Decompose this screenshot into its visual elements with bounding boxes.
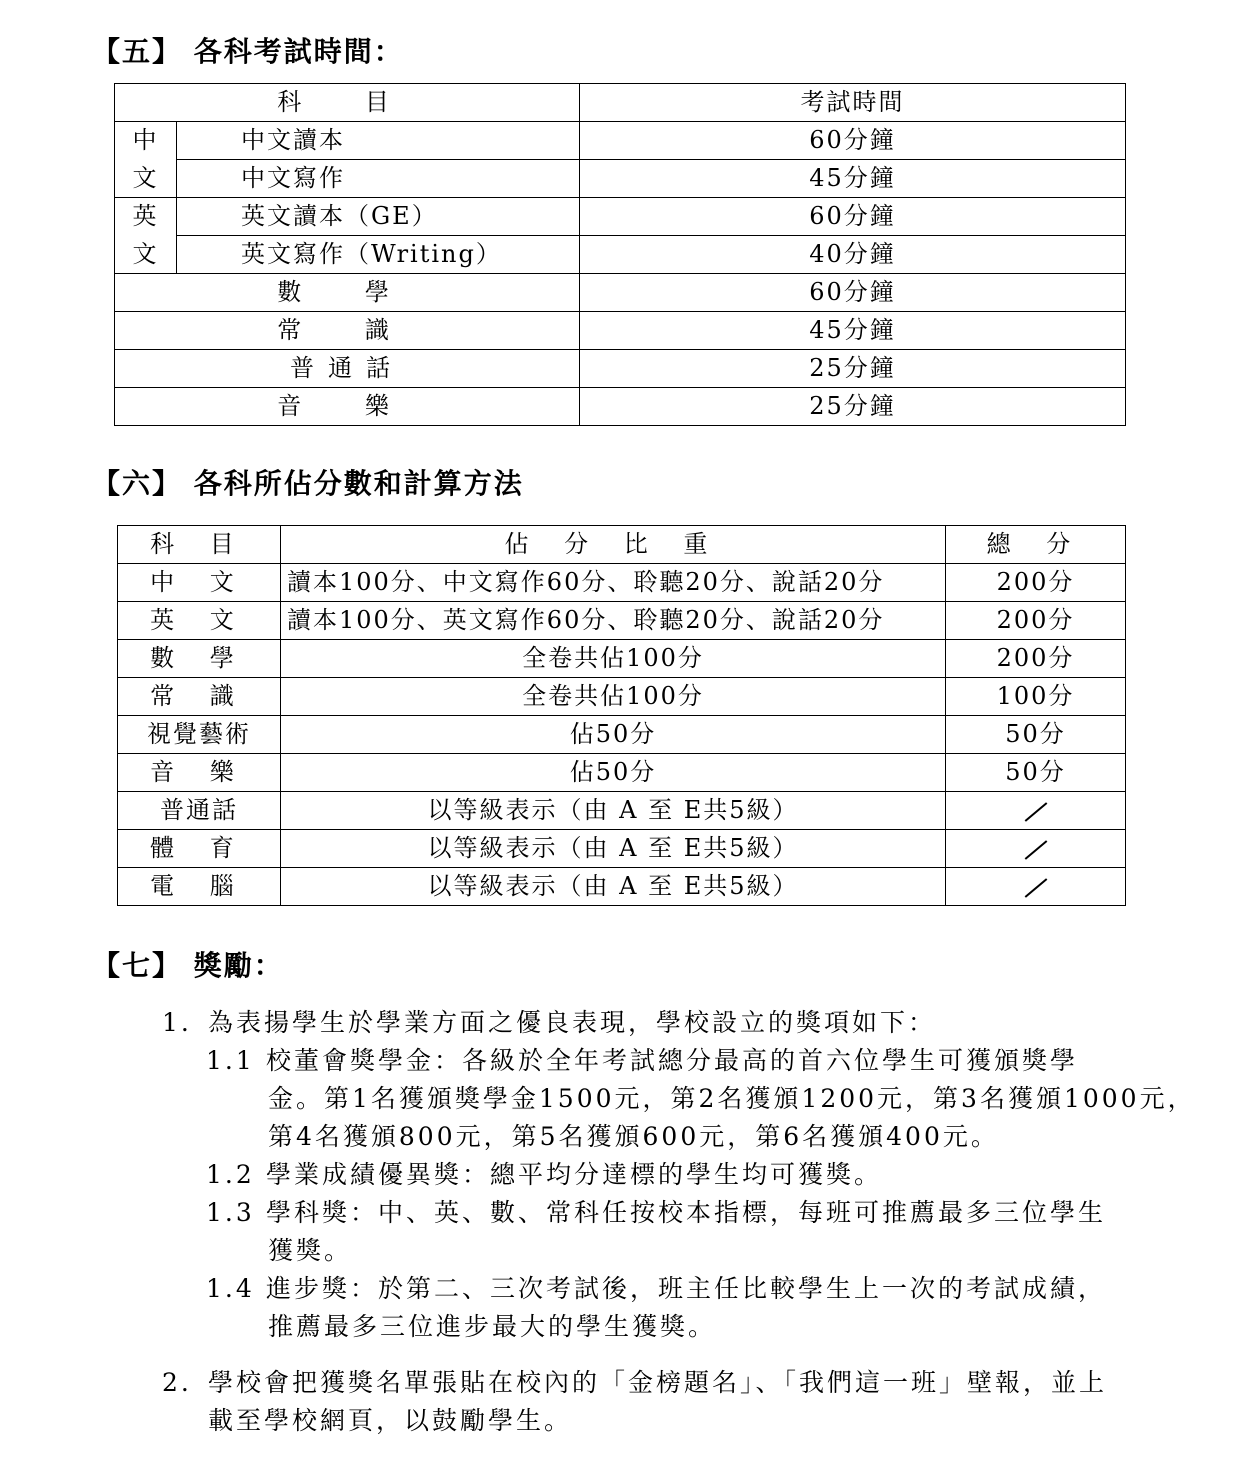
group-label-english-1: 英 xyxy=(115,198,177,236)
col-weight-header: 佔 分 比 重 xyxy=(281,526,946,564)
weight-cell: 佔50分 xyxy=(281,754,946,792)
weight-cell: 以等級表示（由 A 至 E共5級） xyxy=(281,868,946,906)
subject-cell: 英 文 xyxy=(118,602,281,640)
weight-cell: 讀本100分、中文寫作60分、聆聽20分、說話20分 xyxy=(281,564,946,602)
table-row xyxy=(118,564,1126,602)
subject-cell: 數 學 xyxy=(115,274,580,312)
table-row xyxy=(118,792,1126,830)
item-1-number: 1. xyxy=(162,1008,192,1037)
total-cell xyxy=(946,792,1126,830)
table-header-row xyxy=(118,526,1126,564)
col-time-header: 考試時間 xyxy=(580,84,1126,122)
weight-cell: 以等級表示（由 A 至 E共5級） xyxy=(281,792,946,830)
total-cell: 100分 xyxy=(946,678,1126,716)
slash-mark xyxy=(1024,878,1047,898)
table-header-row xyxy=(115,84,1126,122)
weight-cell: 全卷共佔100分 xyxy=(281,678,946,716)
section-5-heading: 【五】 各科考試時間： xyxy=(92,35,404,68)
group-label-chinese-2: 文 xyxy=(115,160,177,198)
sub-1-3-number: 1.3 xyxy=(206,1198,255,1227)
subject-cell: 中 文 xyxy=(118,564,281,602)
group-label-english-2: 文 xyxy=(115,236,177,274)
slash-mark xyxy=(1024,802,1047,822)
table-row xyxy=(115,160,1126,198)
exam-time-table xyxy=(114,83,1126,426)
time-cell: 60分鐘 xyxy=(580,198,1126,236)
table-row xyxy=(118,830,1126,868)
table-row xyxy=(115,274,1126,312)
col-subject-header: 科 目 xyxy=(115,84,580,122)
table-row xyxy=(115,236,1126,274)
section-6-heading: 【六】 各科所佔分數和計算方法 xyxy=(92,467,524,500)
subject-cell: 英文寫作（Writing） xyxy=(177,236,580,274)
sub-1-1-line: 校董會獎學金：各級於全年考試總分最高的首六位學生可獲頒獎學 xyxy=(266,1046,1079,1075)
sub-1-4-line: 推薦最多三位進步最大的學生獲獎。 xyxy=(268,1312,717,1341)
score-weight-table xyxy=(117,525,1126,906)
subject-cell: 中文讀本 xyxy=(177,122,580,160)
weight-cell: 全卷共佔100分 xyxy=(281,640,946,678)
subject-cell: 常 識 xyxy=(115,312,580,350)
subject-cell: 視覺藝術 xyxy=(118,716,281,754)
item-1-text: 為表揚學生於學業方面之優良表現，學校設立的獎項如下： xyxy=(208,1008,937,1037)
subject-cell: 音 樂 xyxy=(115,388,580,426)
table-row xyxy=(115,198,1126,236)
time-cell: 60分鐘 xyxy=(580,122,1126,160)
subject-cell: 常 識 xyxy=(118,678,281,716)
total-cell: 50分 xyxy=(946,754,1126,792)
item-2-number: 2. xyxy=(162,1368,192,1397)
subject-cell: 中文寫作 xyxy=(177,160,580,198)
subject-cell: 普通話 xyxy=(115,350,580,388)
time-cell: 25分鐘 xyxy=(580,350,1126,388)
col-total-header: 總 分 xyxy=(946,526,1126,564)
time-cell: 40分鐘 xyxy=(580,236,1126,274)
subject-cell: 普通話 xyxy=(118,792,281,830)
sub-1-4-line: 進步獎：於第二、三次考試後，班主任比較學生上一次的考試成績， xyxy=(266,1274,1107,1303)
sub-1-1-line: 金。第1名獲頒獎學金1500元，第2名獲頒1200元，第3名獲頒1000元， xyxy=(268,1084,1196,1113)
subject-cell: 體 育 xyxy=(118,830,281,868)
total-cell: 50分 xyxy=(946,716,1126,754)
table-row xyxy=(118,868,1126,906)
sub-1-1-number: 1.1 xyxy=(206,1046,255,1075)
subject-cell: 音 樂 xyxy=(118,754,281,792)
sub-1-3-line: 學科獎：中、英、數、常科任按校本指標，每班可推薦最多三位學生 xyxy=(266,1198,1107,1227)
section-7-heading: 【七】 獎勵： xyxy=(92,949,284,982)
weight-cell: 以等級表示（由 A 至 E共5級） xyxy=(281,830,946,868)
time-cell: 60分鐘 xyxy=(580,274,1126,312)
item-2-line: 學校會把獲獎名單張貼在校內的「金榜題名」、「我們這一班」壁報，並上 xyxy=(208,1368,1108,1397)
table-row xyxy=(115,350,1126,388)
sub-1-1-line: 第4名獲頒800元，第5名獲頒600元，第6名獲頒400元。 xyxy=(268,1122,999,1151)
slash-mark xyxy=(1024,840,1047,860)
time-cell: 45分鐘 xyxy=(580,160,1126,198)
total-cell xyxy=(946,830,1126,868)
time-cell: 45分鐘 xyxy=(580,312,1126,350)
table-row xyxy=(118,678,1126,716)
table-row xyxy=(115,388,1126,426)
table-row xyxy=(118,716,1126,754)
table-row xyxy=(118,640,1126,678)
table-row xyxy=(118,602,1126,640)
total-cell: 200分 xyxy=(946,602,1126,640)
sub-1-4-number: 1.4 xyxy=(206,1274,255,1303)
sub-1-2-line: 學業成績優異獎：總平均分達標的學生均可獲獎。 xyxy=(266,1160,883,1189)
table-row xyxy=(118,754,1126,792)
sub-1-2-number: 1.2 xyxy=(206,1160,255,1189)
table-row xyxy=(115,312,1126,350)
subject-cell: 數 學 xyxy=(118,640,281,678)
total-cell: 200分 xyxy=(946,564,1126,602)
subject-cell: 電 腦 xyxy=(118,868,281,906)
time-cell: 25分鐘 xyxy=(580,388,1126,426)
item-2-line: 載至學校網頁，以鼓勵學生。 xyxy=(208,1406,573,1435)
table-row xyxy=(115,122,1126,160)
total-cell: 200分 xyxy=(946,640,1126,678)
group-label-chinese-1: 中 xyxy=(115,122,177,160)
col-subject-header: 科 目 xyxy=(118,526,281,564)
weight-cell: 佔50分 xyxy=(281,716,946,754)
weight-cell: 讀本100分、英文寫作60分、聆聽20分、說話20分 xyxy=(281,602,946,640)
subject-cell: 英文讀本（GE） xyxy=(177,198,580,236)
sub-1-3-line: 獲獎。 xyxy=(268,1236,353,1265)
total-cell xyxy=(946,868,1126,906)
